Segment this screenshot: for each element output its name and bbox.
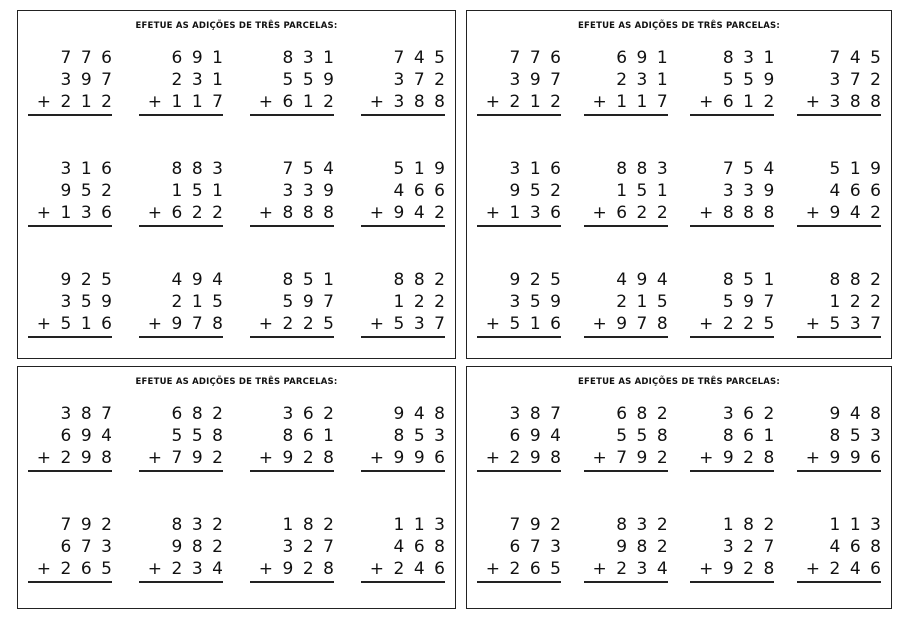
sum-line	[690, 114, 774, 116]
addend-with-plus-sign: +978	[592, 314, 678, 334]
sum-line	[797, 114, 881, 116]
addend: 113	[393, 515, 455, 535]
addition-problem	[28, 403, 122, 514]
addend: 851	[282, 270, 344, 290]
addend: 316	[60, 159, 122, 179]
addition-problem	[250, 269, 344, 380]
addition-problem	[477, 269, 571, 380]
sum-line	[250, 114, 334, 116]
sum-line	[361, 114, 445, 116]
addend: 883	[616, 159, 678, 179]
addition-problem	[250, 514, 344, 625]
problem-row	[477, 269, 891, 380]
sum-line	[139, 581, 223, 583]
addend: 372	[393, 70, 455, 90]
addend-with-plus-sign: +888	[258, 203, 344, 223]
addition-problem	[139, 403, 233, 514]
addend: 883	[171, 159, 233, 179]
sum-line	[28, 336, 112, 338]
addend: 519	[393, 159, 455, 179]
sum-line	[477, 581, 561, 583]
sum-line	[690, 336, 774, 338]
addend-with-plus-sign: +265	[36, 559, 122, 579]
problem-row	[477, 514, 891, 625]
addend: 682	[616, 404, 678, 424]
addend: 691	[171, 48, 233, 68]
sum-line	[477, 225, 561, 227]
addend-with-plus-sign: +928	[699, 559, 784, 579]
addition-problem	[797, 514, 891, 625]
addend: 397	[60, 70, 122, 90]
addend-with-plus-sign: +928	[699, 448, 784, 468]
sum-line	[584, 114, 668, 116]
addend: 397	[509, 70, 571, 90]
addend: 832	[616, 515, 678, 535]
addend: 316	[509, 159, 571, 179]
addition-problem	[584, 514, 678, 625]
addition-problem	[690, 47, 784, 158]
sum-line	[797, 336, 881, 338]
addend-with-plus-sign: +942	[369, 203, 455, 223]
addend: 853	[393, 426, 455, 446]
addend-with-plus-sign: +234	[147, 559, 233, 579]
worksheet-card-bottom-right	[466, 366, 892, 609]
addend: 861	[282, 426, 344, 446]
addend: 519	[829, 159, 891, 179]
addition-problem	[690, 403, 784, 514]
addend: 559	[282, 70, 344, 90]
addend: 882	[393, 270, 455, 290]
addend-with-plus-sign: +888	[699, 203, 784, 223]
sum-line	[28, 581, 112, 583]
addend: 982	[171, 537, 233, 557]
addend: 754	[282, 159, 344, 179]
addition-problem	[28, 47, 122, 158]
card-title: EFETUE AS ADIÇÕES DE TRÊS PARCELAS:	[578, 377, 780, 387]
addition-problem	[797, 403, 891, 514]
addend: 831	[282, 48, 344, 68]
addend-with-plus-sign: +612	[258, 92, 344, 112]
addend-with-plus-sign: +928	[258, 448, 344, 468]
sum-line	[690, 581, 774, 583]
addend: 151	[171, 181, 233, 201]
addition-problem	[139, 269, 233, 380]
addition-problem	[690, 158, 784, 269]
sum-line	[139, 470, 223, 472]
addend-with-plus-sign: +792	[147, 448, 233, 468]
addend-with-plus-sign: +622	[592, 203, 678, 223]
addend: 694	[509, 426, 571, 446]
sum-line	[690, 470, 774, 472]
addition-problem	[28, 269, 122, 380]
addend-with-plus-sign: +622	[147, 203, 233, 223]
addition-problem	[250, 403, 344, 514]
addend: 339	[282, 181, 344, 201]
addend: 754	[722, 159, 784, 179]
sum-line	[28, 114, 112, 116]
problem-row	[28, 158, 455, 269]
addend: 776	[60, 48, 122, 68]
addend-with-plus-sign: +136	[36, 203, 122, 223]
addend: 776	[509, 48, 571, 68]
addend-with-plus-sign: +388	[369, 92, 455, 112]
addend-with-plus-sign: +234	[592, 559, 678, 579]
addend-with-plus-sign: +212	[485, 92, 571, 112]
addend: 952	[509, 181, 571, 201]
addend: 831	[722, 48, 784, 68]
addend: 122	[829, 292, 891, 312]
addition-problem	[584, 158, 678, 269]
addend: 182	[722, 515, 784, 535]
addend: 182	[282, 515, 344, 535]
addend: 387	[60, 404, 122, 424]
sum-line	[139, 336, 223, 338]
addend-with-plus-sign: +225	[258, 314, 344, 334]
sum-line	[139, 225, 223, 227]
addend-with-plus-sign: +298	[36, 448, 122, 468]
sum-line	[477, 114, 561, 116]
sum-line	[139, 114, 223, 116]
addend: 792	[60, 515, 122, 535]
addend: 231	[616, 70, 678, 90]
addend-with-plus-sign: +136	[485, 203, 571, 223]
addend: 853	[829, 426, 891, 446]
addend: 362	[722, 404, 784, 424]
addition-problem	[361, 514, 455, 625]
sum-line	[477, 336, 561, 338]
addend: 122	[393, 292, 455, 312]
sum-line	[584, 470, 668, 472]
addend-with-plus-sign: +225	[699, 314, 784, 334]
addition-problem	[584, 403, 678, 514]
addend: 673	[60, 537, 122, 557]
addition-problem	[250, 47, 344, 158]
addend: 215	[616, 292, 678, 312]
addend-with-plus-sign: +612	[699, 92, 784, 112]
addend: 882	[829, 270, 891, 290]
problem-row	[477, 403, 891, 514]
addend-with-plus-sign: +996	[805, 448, 891, 468]
addend-with-plus-sign: +265	[485, 559, 571, 579]
addend: 558	[171, 426, 233, 446]
addend-with-plus-sign: +246	[369, 559, 455, 579]
sum-line	[250, 470, 334, 472]
addend: 597	[722, 292, 784, 312]
addend: 494	[616, 270, 678, 290]
addition-problem	[584, 47, 678, 158]
worksheet-card-bottom-left	[17, 366, 456, 609]
addend: 215	[171, 292, 233, 312]
addend-with-plus-sign: +212	[36, 92, 122, 112]
addition-problem	[477, 158, 571, 269]
sum-line	[797, 581, 881, 583]
problem-row	[28, 403, 455, 514]
addend-with-plus-sign: +516	[36, 314, 122, 334]
sum-line	[361, 470, 445, 472]
problem-grid	[28, 403, 455, 625]
addition-problem	[690, 269, 784, 380]
addition-problem	[139, 514, 233, 625]
sum-line	[584, 225, 668, 227]
addend: 494	[171, 270, 233, 290]
addend: 231	[171, 70, 233, 90]
problem-row	[477, 47, 891, 158]
sum-line	[361, 581, 445, 583]
worksheet-card-top-right	[466, 10, 892, 359]
addend: 466	[829, 181, 891, 201]
addend: 694	[60, 426, 122, 446]
problem-grid	[477, 47, 891, 380]
addend: 151	[616, 181, 678, 201]
addition-problem	[477, 403, 571, 514]
addend: 468	[829, 537, 891, 557]
addition-problem	[139, 47, 233, 158]
addend: 982	[616, 537, 678, 557]
addend: 673	[509, 537, 571, 557]
addition-problem	[361, 158, 455, 269]
problem-row	[477, 158, 891, 269]
sum-line	[690, 225, 774, 227]
sum-line	[361, 336, 445, 338]
card-title: EFETUE AS ADIÇÕES DE TRÊS PARCELAS:	[578, 21, 780, 31]
addition-problem	[584, 269, 678, 380]
addend-with-plus-sign: +792	[592, 448, 678, 468]
addition-problem	[361, 403, 455, 514]
addend-with-plus-sign: +928	[258, 559, 344, 579]
addend-with-plus-sign: +537	[369, 314, 455, 334]
card-title: EFETUE AS ADIÇÕES DE TRÊS PARCELAS:	[135, 21, 338, 31]
addition-problem	[797, 47, 891, 158]
addend: 359	[60, 292, 122, 312]
addend: 948	[829, 404, 891, 424]
addend: 925	[60, 270, 122, 290]
addend-with-plus-sign: +516	[485, 314, 571, 334]
addend: 466	[393, 181, 455, 201]
problem-row	[28, 514, 455, 625]
addend-with-plus-sign: +246	[805, 559, 891, 579]
addend: 925	[509, 270, 571, 290]
addend: 362	[282, 404, 344, 424]
addend-with-plus-sign: +996	[369, 448, 455, 468]
addition-problem	[28, 158, 122, 269]
problem-grid	[477, 403, 891, 625]
addition-problem	[690, 514, 784, 625]
addend: 372	[829, 70, 891, 90]
sum-line	[28, 225, 112, 227]
addend: 597	[282, 292, 344, 312]
problem-row	[28, 47, 455, 158]
addition-problem	[477, 514, 571, 625]
sum-line	[584, 336, 668, 338]
sum-line	[361, 225, 445, 227]
addend: 832	[171, 515, 233, 535]
card-title: EFETUE AS ADIÇÕES DE TRÊS PARCELAS:	[135, 377, 338, 387]
addend: 682	[171, 404, 233, 424]
addition-problem	[250, 158, 344, 269]
addend: 691	[616, 48, 678, 68]
addition-problem	[477, 47, 571, 158]
addend: 948	[393, 404, 455, 424]
addition-problem	[139, 158, 233, 269]
addition-problem	[361, 47, 455, 158]
addend: 792	[509, 515, 571, 535]
worksheet-card-top-left	[17, 10, 456, 359]
addend: 359	[509, 292, 571, 312]
addend-with-plus-sign: +298	[485, 448, 571, 468]
addend-with-plus-sign: +537	[805, 314, 891, 334]
addend-with-plus-sign: +117	[592, 92, 678, 112]
addition-problem	[797, 269, 891, 380]
addend: 558	[616, 426, 678, 446]
addend-with-plus-sign: +117	[147, 92, 233, 112]
addend: 745	[393, 48, 455, 68]
addition-problem	[28, 514, 122, 625]
addend: 327	[282, 537, 344, 557]
sum-line	[477, 470, 561, 472]
sum-line	[250, 336, 334, 338]
addend: 559	[722, 70, 784, 90]
addend: 851	[722, 270, 784, 290]
addition-problem	[361, 269, 455, 380]
sum-line	[28, 470, 112, 472]
problem-row	[28, 269, 455, 380]
sum-line	[797, 225, 881, 227]
addend-with-plus-sign: +388	[805, 92, 891, 112]
problem-grid	[28, 47, 455, 380]
sum-line	[584, 581, 668, 583]
addend: 952	[60, 181, 122, 201]
addend: 468	[393, 537, 455, 557]
sum-line	[250, 225, 334, 227]
addend: 339	[722, 181, 784, 201]
addend-with-plus-sign: +942	[805, 203, 891, 223]
addend: 387	[509, 404, 571, 424]
sum-line	[797, 470, 881, 472]
addend: 113	[829, 515, 891, 535]
addend: 745	[829, 48, 891, 68]
addend-with-plus-sign: +978	[147, 314, 233, 334]
addend: 327	[722, 537, 784, 557]
addition-problem	[797, 158, 891, 269]
sum-line	[250, 581, 334, 583]
addend: 861	[722, 426, 784, 446]
